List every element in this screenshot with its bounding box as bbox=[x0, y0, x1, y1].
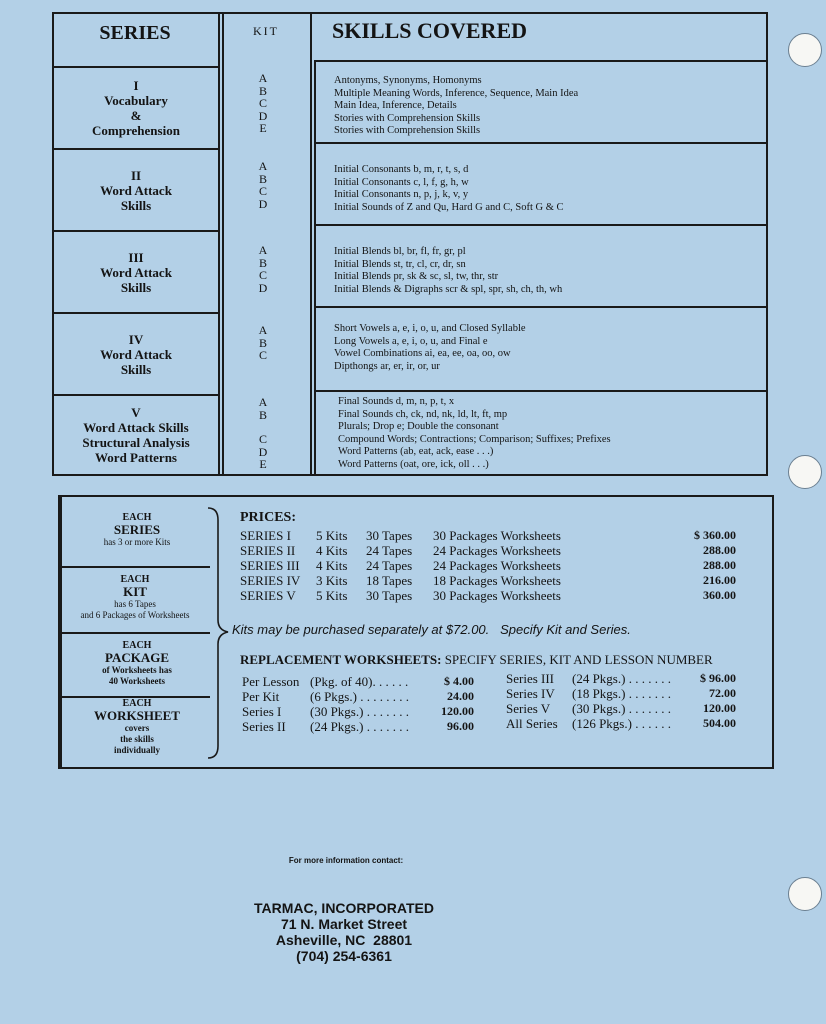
replacement-item: Series IV bbox=[506, 686, 555, 701]
price-series: SERIES I bbox=[240, 528, 291, 543]
kit-letter: D bbox=[258, 280, 268, 295]
replacement-row bbox=[506, 701, 736, 716]
definition-each: EACH bbox=[122, 512, 152, 523]
definition-worksheet bbox=[62, 698, 212, 756]
replacement-qty: (18 Pkgs.) . . . . . . . bbox=[572, 686, 671, 701]
definition-text: of Worksheets has bbox=[102, 665, 172, 675]
column-divider bbox=[310, 12, 312, 474]
price-worksheets: 18 Packages Worksheets bbox=[433, 573, 561, 588]
replacement-qty: (24 Pkgs.) . . . . . . . bbox=[310, 719, 409, 734]
replacement-item: Series I bbox=[242, 704, 282, 719]
price-amount: 288.00 bbox=[703, 558, 736, 572]
definition-text: covers bbox=[124, 723, 150, 733]
kit-letter: A bbox=[258, 159, 268, 173]
replacement-item: All Series bbox=[506, 716, 558, 731]
series-title-line: Skills bbox=[120, 279, 152, 295]
skill-line: Antonyms, Synonyms, Homonyms bbox=[334, 75, 482, 86]
replacement-row bbox=[242, 704, 474, 719]
kit-letter: B bbox=[258, 171, 267, 186]
kit-letter: C bbox=[258, 432, 267, 446]
series-title-line: Word Attack bbox=[100, 346, 172, 362]
contact-prompt: For more information contact: bbox=[288, 856, 404, 865]
definition-each: EACH bbox=[120, 574, 150, 585]
series-title-line: Word Attack bbox=[100, 182, 172, 198]
price-tapes: 30 Tapes bbox=[366, 528, 413, 543]
replacement-row bbox=[506, 716, 736, 731]
series-title-line: Skills bbox=[120, 361, 152, 377]
series-title-line: Word Attack Skills bbox=[83, 420, 189, 435]
row-divider bbox=[314, 224, 766, 226]
replacement-item: Per Lesson bbox=[242, 674, 300, 689]
replacement-item: Series V bbox=[506, 701, 551, 716]
series-title-line: Vocabulary bbox=[104, 93, 168, 108]
definition-text: 40 Worksheets bbox=[108, 676, 166, 686]
replacement-row bbox=[242, 674, 474, 689]
definition-text: has 3 or more Kits bbox=[103, 537, 171, 547]
replacement-price: 24.00 bbox=[447, 689, 474, 703]
kit-letter: D bbox=[258, 196, 268, 211]
replacement-qty: (30 Pkgs.) . . . . . . . bbox=[310, 704, 409, 719]
definition-text: and 6 Packages of Worksheets bbox=[80, 610, 190, 620]
skill-line: Initial Blends pr, sk & sc, sl, tw, thr, str bbox=[334, 271, 499, 282]
price-worksheets: 24 Packages Worksheets bbox=[433, 558, 561, 573]
city-address: Asheville, NC 28801 bbox=[275, 932, 413, 948]
definition-package bbox=[62, 640, 212, 687]
replacement-item: Per Kit bbox=[242, 689, 280, 704]
skill-line: Compound Words; Contractions; Comparison; Suffixes; Prefixes bbox=[338, 433, 611, 445]
series-iii-kits bbox=[226, 244, 300, 294]
kit-letter: A bbox=[258, 395, 268, 409]
price-series: SERIES III bbox=[240, 558, 300, 573]
series-iv-label bbox=[55, 316, 217, 392]
binder-hole-top bbox=[788, 33, 822, 67]
series-title-line: & bbox=[130, 108, 142, 123]
price-tapes: 30 Tapes bbox=[366, 588, 413, 603]
skill-line: Initial Consonants b, m, r, t, s, d bbox=[334, 164, 469, 175]
skill-line: Vowel Combinations ai, ea, ee, oa, oo, ow bbox=[334, 348, 511, 359]
series-title-line: Structural Analysis bbox=[82, 435, 190, 450]
replacement-price: 120.00 bbox=[441, 704, 474, 718]
replacement-price: $ 4.00 bbox=[444, 674, 474, 688]
skill-line: Initial Sounds of Z and Qu, Hard G and C, Soft G & C bbox=[334, 201, 564, 213]
skill-line: Dipthongs ar, er, ir, or, ur bbox=[334, 360, 440, 372]
series-iv-skills bbox=[334, 323, 754, 373]
series-iii-label bbox=[55, 234, 217, 310]
row-divider bbox=[52, 230, 220, 232]
skill-line: Initial Blends & Digraphs scr & spl, spr, sh, ch, th, wh bbox=[334, 283, 563, 295]
replacement-price: 96.00 bbox=[447, 719, 474, 733]
replacement-qty: (Pkg. of 40). . . . . . bbox=[310, 674, 409, 689]
replacement-heading bbox=[240, 652, 713, 668]
series-numeral: III bbox=[128, 249, 144, 265]
replacement-subtitle: SPECIFY SERIES, KIT AND LESSON NUMBER bbox=[444, 652, 713, 667]
column-divider bbox=[218, 12, 220, 474]
skill-line: Word Patterns (ab, eat, ack, ease . . .) bbox=[338, 446, 494, 457]
binder-hole-middle bbox=[788, 455, 822, 489]
series-iii-skills bbox=[334, 246, 754, 296]
skill-line: Multiple Meaning Words, Inference, Sequence, Main Idea bbox=[334, 87, 579, 99]
replacement-row bbox=[242, 719, 474, 734]
kit-column-header: KIT bbox=[253, 24, 279, 38]
replacement-item: Series III bbox=[506, 671, 555, 686]
price-row-series-i bbox=[240, 528, 740, 543]
series-numeral: I bbox=[133, 78, 139, 93]
price-worksheets: 24 Packages Worksheets bbox=[433, 543, 561, 558]
row-divider bbox=[314, 60, 766, 62]
price-row-series-iv bbox=[240, 573, 740, 588]
phone-number: (704) 254-6361 bbox=[296, 948, 392, 964]
definition-term: WORKSHEET bbox=[94, 708, 180, 723]
series-title-line: Skills bbox=[120, 197, 152, 213]
definition-series bbox=[62, 512, 212, 548]
skill-line: Initial Consonants c, l, f, g, h, w bbox=[334, 176, 469, 188]
price-row-series-v bbox=[240, 588, 740, 603]
series-title-line: Word Attack bbox=[100, 264, 172, 280]
definition-text: individually bbox=[113, 745, 161, 755]
series-title-line: Comprehension bbox=[92, 123, 180, 138]
kit-letter: E bbox=[259, 457, 267, 471]
series-ii-skills bbox=[334, 164, 754, 214]
replacement-price: 504.00 bbox=[703, 716, 736, 730]
replacement-qty: (6 Pkgs.) . . . . . . . . bbox=[310, 689, 409, 704]
definition-kit bbox=[58, 574, 212, 621]
row-divider bbox=[52, 394, 220, 396]
series-v-label bbox=[55, 398, 217, 472]
series-v-skills bbox=[338, 396, 758, 471]
skill-line: Long Vowels a, e, i, o, u, and Final e bbox=[334, 335, 488, 347]
series-column-header: SERIES bbox=[99, 22, 171, 44]
definition-term: PACKAGE bbox=[104, 650, 170, 665]
price-kits: 4 Kits bbox=[316, 558, 348, 573]
series-title-line: Word Patterns bbox=[95, 450, 177, 465]
skill-line: Short Vowels a, e, i, o, u, and Closed Syllable bbox=[334, 323, 526, 334]
kits-separate-note: Kits may be purchased separately at $72.00. Specify Kit and Series. bbox=[232, 622, 631, 637]
skill-line: Word Patterns (oat, ore, ick, oll . . .) bbox=[338, 458, 489, 470]
price-kits: 4 Kits bbox=[316, 543, 348, 558]
replacement-qty: (24 Pkgs.) . . . . . . . bbox=[572, 671, 671, 686]
price-kits: 5 Kits bbox=[316, 528, 348, 543]
street-address: 71 N. Market Street bbox=[280, 916, 408, 932]
replacement-row bbox=[506, 686, 736, 701]
skills-column-header: SKILLS COVERED bbox=[332, 18, 528, 43]
price-amount: $ 360.00 bbox=[694, 528, 736, 542]
definition-text: has 6 Tapes bbox=[114, 599, 156, 609]
price-series: SERIES IV bbox=[240, 573, 301, 588]
kit-letter: C bbox=[258, 184, 267, 198]
row-divider bbox=[52, 66, 220, 68]
kit-letter: A bbox=[258, 243, 268, 257]
price-series: SERIES II bbox=[240, 543, 296, 558]
kit-letter: B bbox=[258, 83, 267, 98]
kit-letter: B bbox=[258, 407, 267, 422]
kit-letter: C bbox=[258, 96, 267, 110]
skill-line: Initial Blends bl, br, fl, fr, gr, pl bbox=[334, 246, 466, 257]
series-v-kits bbox=[226, 396, 300, 471]
series-numeral: V bbox=[131, 405, 141, 420]
kit-letter: C bbox=[258, 348, 267, 362]
replacement-item: Series II bbox=[242, 719, 286, 734]
price-kits: 3 Kits bbox=[316, 573, 348, 588]
price-worksheets: 30 Packages Worksheets bbox=[433, 528, 561, 543]
row-divider bbox=[314, 390, 766, 392]
replacement-price: 120.00 bbox=[703, 701, 736, 715]
kit-letter: B bbox=[258, 335, 267, 350]
definition-term: SERIES bbox=[113, 522, 161, 537]
definition-text: the skills bbox=[120, 734, 154, 744]
skill-line: Stories with Comprehension Skills bbox=[334, 112, 481, 124]
skill-line: Final Sounds ch, ck, nd, nk, ld, lt, ft, mp bbox=[338, 408, 508, 420]
series-i-label bbox=[55, 70, 217, 146]
series-iv-kits bbox=[226, 324, 300, 362]
price-tapes: 18 Tapes bbox=[366, 573, 413, 588]
price-series: SERIES V bbox=[240, 588, 296, 603]
column-divider bbox=[222, 12, 224, 474]
replacement-price: $ 96.00 bbox=[700, 671, 736, 685]
skill-line: Initial Consonants n, p, j, k, v, y bbox=[334, 189, 469, 200]
skill-line: Final Sounds d, m, n, p, t, x bbox=[338, 396, 455, 407]
skill-line: Main Idea, Inference, Details bbox=[334, 100, 457, 111]
price-kits: 5 Kits bbox=[316, 588, 348, 603]
skill-line: Initial Blends st, tr, cl, cr, dr, sn bbox=[334, 258, 466, 270]
replacement-row bbox=[242, 689, 474, 704]
price-amount: 216.00 bbox=[703, 573, 736, 587]
series-numeral: IV bbox=[128, 331, 144, 347]
skill-line: Stories with Comprehension Skills bbox=[334, 125, 481, 136]
series-ii-kits bbox=[226, 160, 300, 210]
prices-heading: PRICES: bbox=[240, 510, 297, 525]
definition-each: EACH bbox=[122, 698, 152, 709]
price-amount: 288.00 bbox=[703, 543, 736, 557]
row-divider bbox=[52, 148, 220, 150]
definition-each: EACH bbox=[122, 640, 152, 651]
series-ii-label bbox=[55, 152, 217, 228]
series-numeral: II bbox=[130, 167, 142, 183]
column-divider bbox=[314, 60, 316, 474]
replacement-title: REPLACEMENT WORKSHEETS: bbox=[240, 652, 442, 667]
definition-term: KIT bbox=[123, 584, 147, 599]
row-divider bbox=[52, 312, 220, 314]
price-worksheets: 30 Packages Worksheets bbox=[433, 588, 561, 603]
series-i-skills bbox=[334, 75, 754, 138]
binder-hole-bottom bbox=[788, 877, 822, 911]
replacement-qty: (30 Pkgs.) . . . . . . . bbox=[572, 701, 671, 716]
price-tapes: 24 Tapes bbox=[366, 558, 413, 573]
price-row-series-ii bbox=[240, 543, 740, 558]
series-i-kits bbox=[226, 72, 300, 135]
kit-letter: B bbox=[258, 255, 267, 270]
kit-letter: A bbox=[258, 71, 268, 85]
definition-divider bbox=[60, 566, 210, 568]
definition-divider bbox=[60, 632, 210, 634]
kit-letter: D bbox=[258, 444, 268, 459]
kit-letter: C bbox=[258, 268, 267, 282]
replacement-qty: (126 Pkgs.) . . . . . . bbox=[572, 716, 671, 731]
kit-letter: D bbox=[258, 108, 268, 123]
price-tapes: 24 Tapes bbox=[366, 543, 413, 558]
row-divider bbox=[314, 306, 766, 308]
skill-line: Plurals; Drop e; Double the consonant bbox=[338, 421, 499, 432]
kit-letter: E bbox=[259, 121, 267, 135]
row-divider bbox=[314, 142, 766, 144]
kit-letter: A bbox=[258, 323, 268, 337]
replacement-row bbox=[506, 671, 736, 686]
price-row-series-iii bbox=[240, 558, 740, 573]
company-name: TARMAC, INCORPORATED bbox=[254, 900, 434, 916]
price-amount: 360.00 bbox=[703, 588, 736, 602]
replacement-price: 72.00 bbox=[709, 686, 736, 700]
